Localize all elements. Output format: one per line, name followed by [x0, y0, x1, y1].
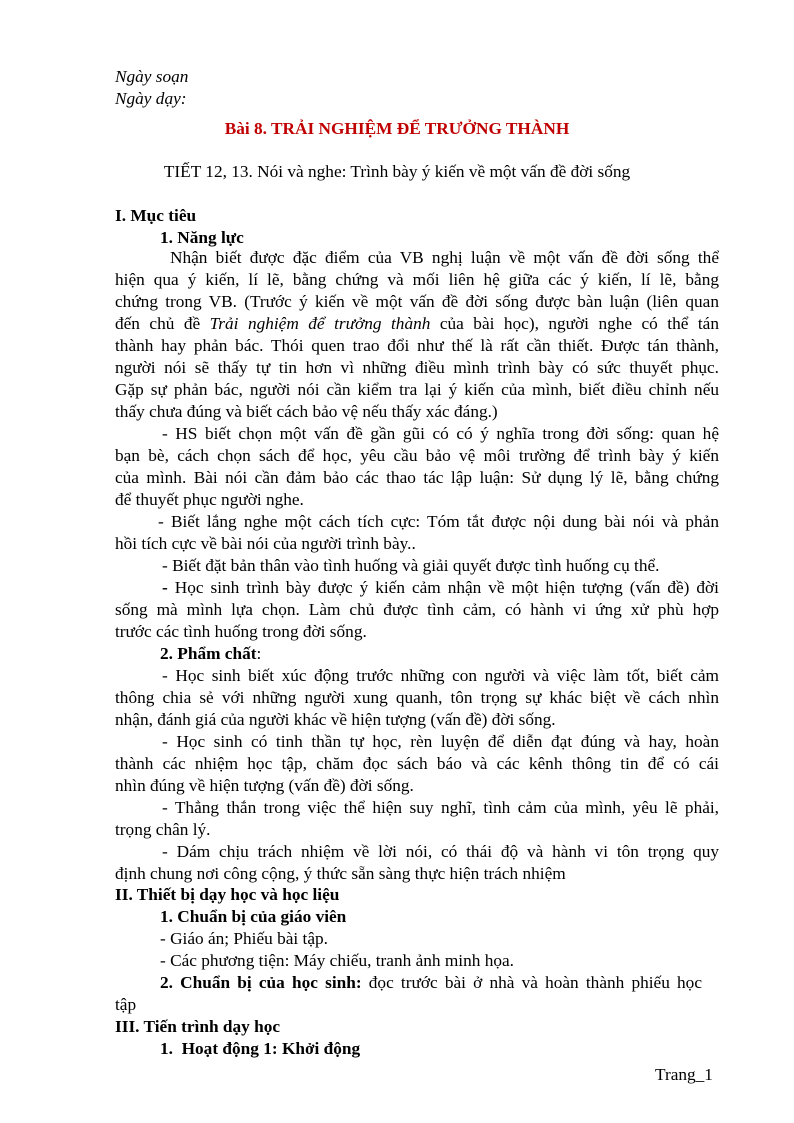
- paragraph-line: - Thẳng thắn trong việc thể hiện suy nghĩ, tình cảm của mình, yêu lẽ phải,: [162, 798, 719, 817]
- paragraph-line: - Học sinh biết xúc động trước những con người và việc làm tốt, biết cảm: [162, 666, 719, 685]
- text-run: Học sinh trình bày được ý kiến cảm nhận về một hiện tượng (vấn đề) đời: [167, 578, 719, 597]
- prep-date-label: Ngày soạn: [115, 67, 189, 86]
- subheading-text: 2. Chuẩn bị của học sinh:: [160, 973, 362, 992]
- text-run: đến chủ đề: [115, 314, 210, 333]
- subheading-qualities: [160, 643, 261, 665]
- list-item: - Giáo án; Phiếu bài tập.: [160, 929, 328, 948]
- paragraph-line: thành hay phản bác. Thói quen trao đổi như thế là rất cần thiết. Được tán thành,: [115, 336, 719, 355]
- theme-title-italic: Trải nghiệm để trưởng thành: [209, 314, 431, 333]
- paragraph-line: để thuyết phục người nghe.: [115, 490, 304, 509]
- subheading-teacher-prep: 1. Chuẩn bị của giáo viên: [160, 907, 347, 926]
- section-heading-equipment: II. Thiết bị dạy học và học liệu: [115, 885, 340, 904]
- section-heading-objectives: I. Mục tiêu: [115, 206, 197, 225]
- paragraph-line: Nhận biết được đặc điểm của VB nghị luận về một vấn đề đời sống thể: [170, 248, 719, 267]
- paragraph-line: - HS biết chọn một vấn đề gần gũi có có ý nghĩa trong đời sống: quan hệ: [162, 424, 719, 443]
- bullet-dash: -: [162, 578, 168, 597]
- paragraph-line: trước các tình huống trong đời sống.: [115, 622, 367, 641]
- paragraph-line: - Học sinh có tinh thần tự học, rèn luyện để diễn đạt đúng và hay, hoàn: [162, 732, 719, 751]
- subheading-student-prep: [160, 972, 702, 994]
- paragraph-line: [115, 313, 719, 335]
- paragraph-line: định chung nơi công cộng, ý thức sẵn sàng thực hiện trách nhiệm: [115, 864, 566, 883]
- paragraph-line: nhận, đánh giá của người khác về hiện tượng (vấn đề) đời sống.: [115, 710, 556, 729]
- paragraph-line: nhìn đúng về hiện tượng (vấn đề) đời sống.: [115, 776, 414, 795]
- list-item: - Các phương tiện: Máy chiếu, tranh ảnh minh họa.: [160, 951, 514, 970]
- paragraph-line: tập: [115, 995, 137, 1014]
- teach-date-label: Ngày dạy:: [115, 89, 187, 108]
- paragraph-line: hiện qua ý kiến, lí lẽ, bằng chứng và mối liên hệ giữa các ý kiến, lí lẽ, bằng: [115, 270, 719, 289]
- paragraph-line: Gặp sự phản bác, người nói cần kiểm tra lại ý kiến của mình, biết điều chỉnh nếu: [115, 380, 719, 399]
- page-number: Trang_1: [655, 1065, 713, 1084]
- section-heading-procedure: III. Tiến trình dạy học: [115, 1017, 281, 1036]
- paragraph-line: sống mà mình lựa chọn. Làm chủ được tình cảm, có hành vi ứng xử phù hợp: [115, 600, 719, 619]
- lesson-title: Bài 8. TRẢI NGHIỆM ĐỂ TRƯỞNG THÀNH: [224, 119, 570, 138]
- paragraph-line: - Biết lắng nghe một cách tích cực: Tóm tắt được nội dung bài nói và phản: [158, 512, 719, 531]
- text-run: của bài học), người nghe có thể tán: [430, 314, 719, 333]
- paragraph-line: - Biết đặt bản thân vào tình huống và giải quyết được tình huống cụ thể.: [162, 556, 660, 575]
- paragraph-line: người nói sẽ thấy tự tin hơn vì những điều mình trình bày có sức thuyết phục.: [115, 358, 719, 377]
- text-run: đọc trước bài ở nhà và hoàn thành phiếu học: [361, 973, 702, 992]
- subheading-text: 2. Phẩm chất: [160, 644, 257, 663]
- paragraph-line: chứng trong VB. (Trước ý kiến về một vấn đề đời sống được bàn luận (liên quan: [115, 292, 719, 311]
- paragraph-line: trọng chân lý.: [115, 820, 211, 839]
- paragraph-line: hồi tích cực về bài nói của người trình bày..: [115, 534, 416, 553]
- paragraph-line: bạn bè, cách chọn sách để học, yêu cầu bảo vệ môi trường để trình bày ý kiến: [115, 446, 719, 465]
- paragraph-line: của mình. Bài nói cần đảm bảo các thao tác lập luận: Sử dụng lý lẽ, bằng chứng: [115, 468, 719, 487]
- paragraph-line: thấy chưa đúng và biết cách bảo vệ nếu thấy xác đáng.): [115, 402, 498, 421]
- subheading-activity-1: 1. Hoạt động 1: Khởi động: [160, 1039, 361, 1058]
- lesson-subtitle: TIẾT 12, 13. Nói và nghe: Trình bày ý kiến về một vấn đề đời sống: [163, 162, 631, 181]
- subheading-competence: 1. Năng lực: [160, 228, 244, 247]
- paragraph-line: thành các nhiệm học tập, chăm đọc sách báo và các kênh thông tin để có cái: [115, 754, 719, 773]
- paragraph-line: thông chia sẻ với những người xung quanh, tôn trọng sự khác biệt về cách nhìn: [115, 688, 719, 707]
- paragraph-line: [162, 577, 719, 599]
- colon: :: [256, 644, 262, 663]
- paragraph-line: - Dám chịu trách nhiệm về lời nói, có thái độ và hành vi tôn trọng quy: [162, 842, 719, 861]
